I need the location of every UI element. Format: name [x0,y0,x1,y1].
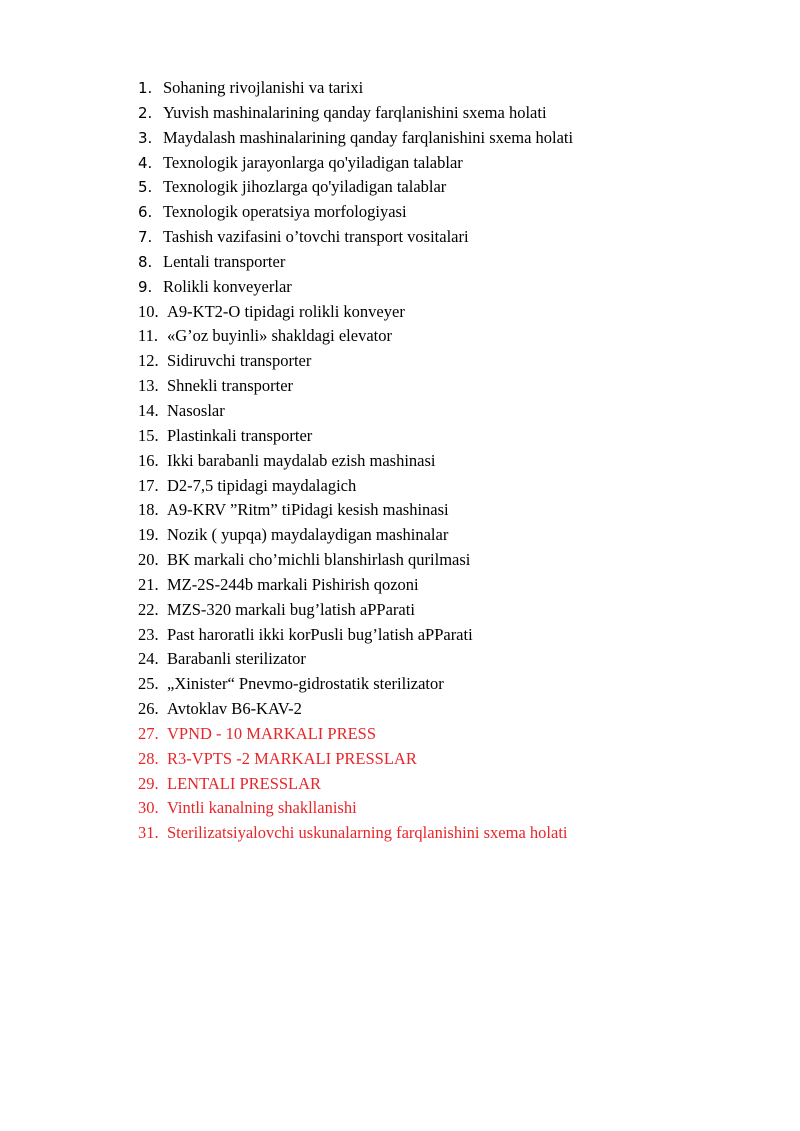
list-item-text: Yuvish mashinalarining qanday farqlanishini sxema holati [163,102,547,122]
list-item [138,474,778,499]
list-item-number: 4. [138,153,153,172]
list-item [138,324,778,349]
list-item [138,772,778,797]
list-item-number: 31. [138,823,159,843]
list-item-text: Rolikli konveyerlar [163,276,292,296]
list-item [138,523,778,548]
list-item-text: MZ-2S-244b markali Pishirish qozoni [167,574,419,594]
list-item-number: 29. [138,773,159,793]
list-item [138,300,778,325]
list-item-number: 8. [138,252,153,271]
list-item-number: 22. [138,599,159,619]
list-item-text: Sidiruvchi transporter [167,351,312,371]
list-item-text: Texnologik jarayonlarga qo'yiladigan talablar [163,152,463,172]
list-item-number: 26. [138,699,159,719]
list-item-number: 10. [138,301,159,321]
list-item [138,200,778,225]
list-item [138,250,778,275]
list-item [138,101,778,126]
list-item-text: Plastinkali transporter [167,425,313,445]
list-item [138,175,778,200]
list-item-number: 9. [138,277,153,296]
list-item-number: 11. [138,326,159,346]
list-item [138,672,778,697]
list-item [138,374,778,399]
list-item-text: Nasoslar [167,400,225,420]
list-item [138,498,778,523]
list-item-text: Tashish vazifasini o’tovchi transport vositalari [163,227,469,247]
list-item-text: A9-KRV ”Ritm” tiPidagi kesish mashinasi [167,500,449,520]
list-item-text: MZS-320 markali bug’latish aPParati [167,599,415,619]
list-item-text: A9-KT2-O tipidagi rolikli konveyer [167,301,405,321]
list-item [138,548,778,573]
list-item-number: 15. [138,425,159,445]
list-item-number: 17. [138,475,159,495]
list-item-text: Lentali transporter [163,251,286,271]
list-item-text: Past haroratli ikki korPusli bug’latish aPParati [167,624,473,644]
list-item-number: 7. [138,228,153,247]
list-item-number: 25. [138,674,159,694]
list-item-number: 20. [138,550,159,570]
list-item [138,76,778,101]
list-item-text: VPND - 10 MARKALI PRESS [167,723,377,743]
list-item [138,747,778,772]
list-item-text: Texnologik jihozlarga qo'yiladigan talablar [163,177,447,197]
list-item [138,647,778,672]
list-item [138,796,778,821]
list-item-number: 28. [138,748,159,768]
list-item-text: Barabanli sterilizator [167,649,306,669]
list-item-number: 5. [138,178,153,197]
list-item-text: Shnekli transporter [167,376,294,396]
list-item-text: Avtoklav B6-KAV-2 [167,699,302,719]
list-item-text: Nozik ( yupqa) maydalaydigan mashinalar [167,525,449,545]
list-item-number: 14. [138,400,159,420]
list-item [138,722,778,747]
list-item-text: „Xinister“ Pnevmo-gidrostatik sterilizator [167,674,444,694]
list-item-text: Maydalash mashinalarining qanday farqlanishini sxema holati [163,127,574,147]
list-item-number: 6. [138,203,153,222]
list-item-text: LENTALI PRESSLAR [167,773,322,793]
list-item [138,399,778,424]
list-item-text: R3-VPTS -2 MARKALI PRESSLAR [167,748,417,768]
list-item [138,151,778,176]
list-item [138,697,778,722]
list-item-text: Vintli kanalning shakllanishi [167,798,357,818]
list-item-number: 2. [138,103,153,122]
list-item-number: 24. [138,649,159,669]
list-item-text: D2-7,5 tipidagi maydalagich [167,475,357,495]
list-item-text: Texnologik operatsiya morfologiyasi [163,202,407,222]
list-item [138,349,778,374]
list-item-number: 30. [138,798,159,818]
list-item-number: 1. [138,79,153,97]
list-item-number: 16. [138,450,159,470]
list-item [138,424,778,449]
list-item-text: «G’oz buyinli» shakldagi elevator [167,326,392,346]
list-item-number: 12. [138,351,159,371]
list-item-text: Sohaning rivojlanishi va tarixi [163,78,364,97]
numbered-topic-list [138,76,778,846]
list-item [138,821,778,846]
list-item-text: Ikki barabanli maydalab ezish mashinasi [167,450,436,470]
list-item-number: 27. [138,723,159,743]
list-item-number: 21. [138,574,159,594]
list-item-number: 19. [138,525,159,545]
list-item [138,623,778,648]
list-item-number: 18. [138,500,159,520]
list-item [138,573,778,598]
list-item-number: 13. [138,376,159,396]
list-item [138,449,778,474]
list-item-number: 3. [138,128,153,147]
list-item [138,275,778,300]
list-item [138,225,778,250]
list-item-text: Sterilizatsiyalovchi uskunalarning farqlanishini sxema holati [167,823,568,843]
list-item-text: BK markali cho’michli blanshirlash qurilmasi [167,550,471,570]
list-item [138,598,778,623]
list-item-number: 23. [138,624,159,644]
list-item [138,126,778,151]
